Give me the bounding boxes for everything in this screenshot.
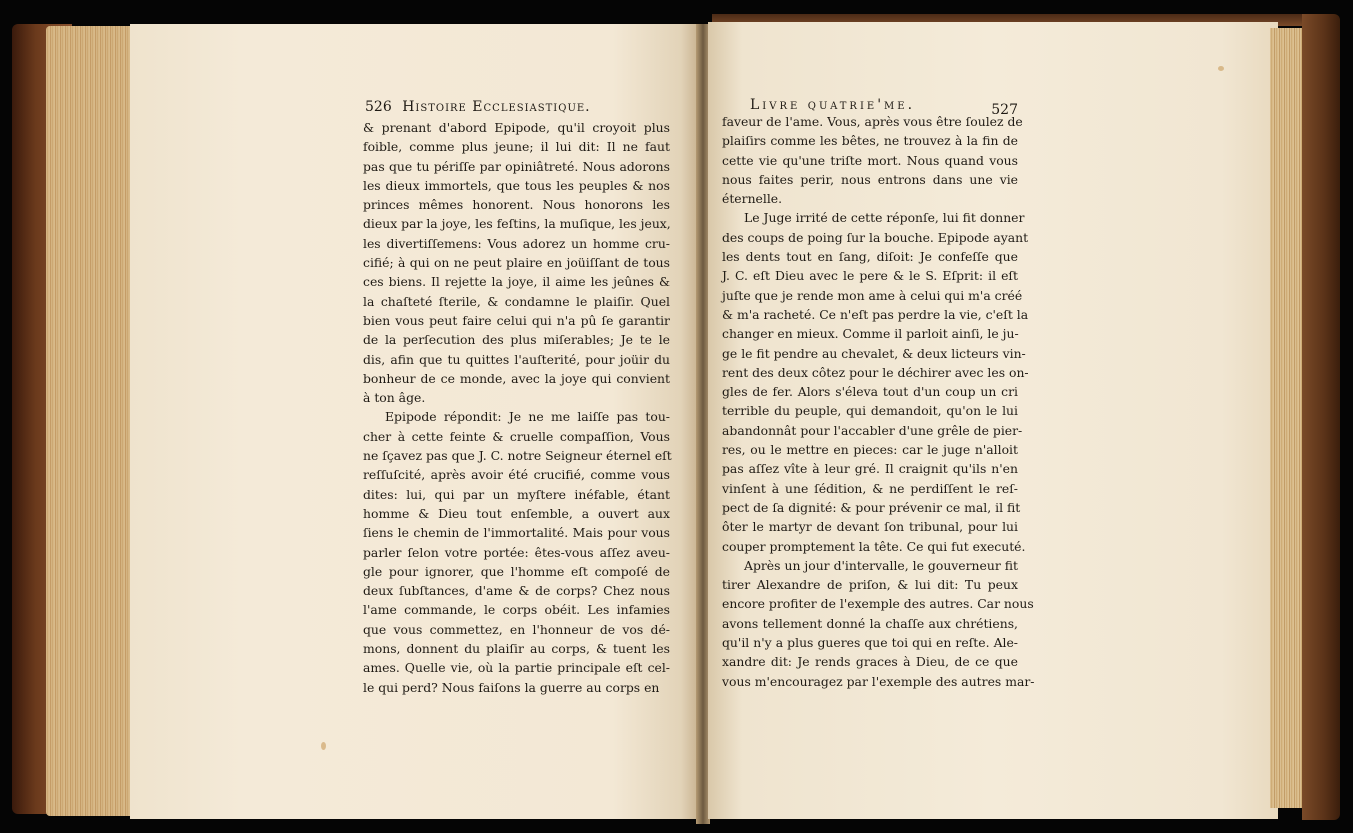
text-line: bonheur de ce monde, avec la joye qui convient [363,370,670,386]
text-line: princes mêmes honorent. Nous honorons les [363,197,670,213]
text-line: couper promptement la tête. Ce qui fut executé. [722,538,1026,554]
text-line: qu'il n'y a plus gueres que toi qui en reſte. Ale- [722,635,1018,651]
text-line: abandonnât pour l'accabler d'une grêle de pier- [722,422,1023,438]
text-line: & prenant d'abord Epipode, qu'il croyoit plus [363,120,670,135]
left-running-title: Histoire Ecclesiastique. [402,99,591,115]
text-line: plaiſirs comme les bêtes, ne trouvez à la fin de [722,133,1018,149]
paper-stain [321,742,326,750]
text-line: res, ou le mettre en pieces: car le juge n'alloit [722,442,1018,458]
text-line: cette vie qu'une triſte mort. Nous quand vous [722,152,1018,168]
right-running-title: Livre quatrie'me. [750,97,916,113]
text-line: dieux par la joye, les feſtins, la muſique, les jeux, [363,216,671,232]
text-line: pas aſſez vîte à leur gré. Il craignit qu'ils n'en [722,461,1018,477]
text-line: encore profiter de l'exemple des autres. Car nous [722,596,1034,612]
text-line: juſte que je rende mon ame à celui qui m'a créé [722,287,1023,303]
text-line: ſiens le chemin de l'immortalité. Mais pour vous [363,525,670,541]
text-line: nous faites perir, nous entrons dans une vie [722,171,1018,187]
text-line: J. C. eſt Dieu avec le pere & le S. Eſprit: il eſt [722,268,1018,284]
text-line: dis, afin que tu quittes l'auſterité, pour joüir du [363,351,670,367]
paper-stain [1218,66,1224,71]
text-line: gle pour ignorer, que l'homme eſt compoſé de [363,563,670,579]
text-line: pas que tu périſſe par opiniâtreté. Nous adorons [363,158,670,174]
text-line: ne ſçavez pas que J. C. notre Seigneur éternel eſt [363,448,672,464]
text-line: foible, comme plus jeune; il lui dit: Il ne faut [363,139,670,155]
left-page-text [363,118,670,697]
text-line: gles de fer. Alors s'éleva tout d'un coup un cri [722,384,1018,400]
text-line: mons, donnent du plaiſir au corps, & tuent les [363,641,670,657]
text-line: homme & Dieu tout enſemble, a ouvert aux [363,505,670,521]
text-line: que vous commettez, en l'honneur de vos dé- [363,621,670,637]
text-line: terrible du peuple, qui demandoit, qu'on le lui [722,403,1018,419]
right-cover [1302,14,1340,820]
text-line: vous m'encouragez par l'exemple des autres mar- [722,673,1035,689]
text-line: tirer Alexandre de priſon, & lui dit: Tu peux [722,577,1018,593]
text-line: la chaſteté ſterile, & condamne le plaiſir. Quel [363,293,670,309]
text-line: les dieux immortels, que tous les peuples & nos [363,177,670,193]
text-line: des coups de poing ſur la bouche. Epipode ayant [722,229,1029,245]
right-page-number: 527 [991,102,1018,118]
text-line: cifié; à qui on ne peut plaire en joüiſſant de tous [363,255,670,271]
text-line: éternelle. [722,191,783,207]
text-line: rent des deux côtez pour le déchirer avec les on- [722,364,1029,380]
text-line: à ton âge. [363,390,426,406]
left-running-header [365,99,665,115]
text-line: avons tellement donné la chaſſe aux chrétiens, [722,615,1018,631]
text-line: Le Juge irrité de cette réponſe, lui fit donner [744,210,1025,226]
text-line: cher à cette feinte & cruelle compaſſion, Vous [363,428,670,444]
text-line: pect de ſa dignité: & pour prévenir ce mal, il fit [722,499,1021,515]
text-line: l'ame commande, le corps obéit. Les infamies [363,602,670,618]
text-line: les divertiſſemens: Vous adorez un homme cru- [363,235,670,251]
text-line: ge le fit pendre au chevalet, & deux licteurs vin- [722,345,1026,361]
text-line: ces biens. Il rejette la joye, il aime les jeûnes & [363,274,670,290]
text-line: xandre dit: Je rends graces à Dieu, de ce que [722,654,1018,670]
right-running-header [750,97,1018,118]
text-line: dites: lui, qui par un myſtere inéfable, étant [363,486,670,502]
text-line: deux ſubſtances, d'ame & de corps? Chez nous [363,583,670,599]
right-page-text [722,112,1035,691]
text-line: Epipode répondit: Je ne me laiſſe pas tou- [385,409,670,425]
open-book [12,14,1342,826]
text-line: bien vous peut faire celui qui n'a pû ſe garantir [363,312,670,328]
text-line: Après un jour d'intervalle, le gouverneur fit [744,557,1018,573]
left-page-number: 526 [365,99,392,115]
text-line: vinſent à une ſédition, & ne perdiſſent le reſ- [722,480,1018,496]
text-line: reſſuſcité, après avoir été crucifié, comme vous [363,467,670,483]
text-line: parler ſelon votre portée: êtes-vous aſſez aveu- [363,544,670,560]
text-line: changer en mieux. Comme il parloit ainſi, le ju- [722,326,1019,342]
text-line: les dents tout en ſang, diſoit: Je confeſſe que [722,249,1018,265]
text-line: faveur de l'ame. Vous, après vous être ſoulez de [722,114,1023,129]
text-line: ôter le martyr de devant ſon tribunal, pour lui [722,519,1018,535]
text-line: & m'a racheté. Ce n'eſt pas perdre la vie, c'eſt la [722,306,1029,322]
text-line: le qui perd? Nous faiſons la guerre au corps en [363,679,660,695]
text-line: ames. Quelle vie, où la partie principale eſt cel- [363,660,670,676]
text-line: de la perſecution des plus miſerables; Je te le [363,332,670,348]
